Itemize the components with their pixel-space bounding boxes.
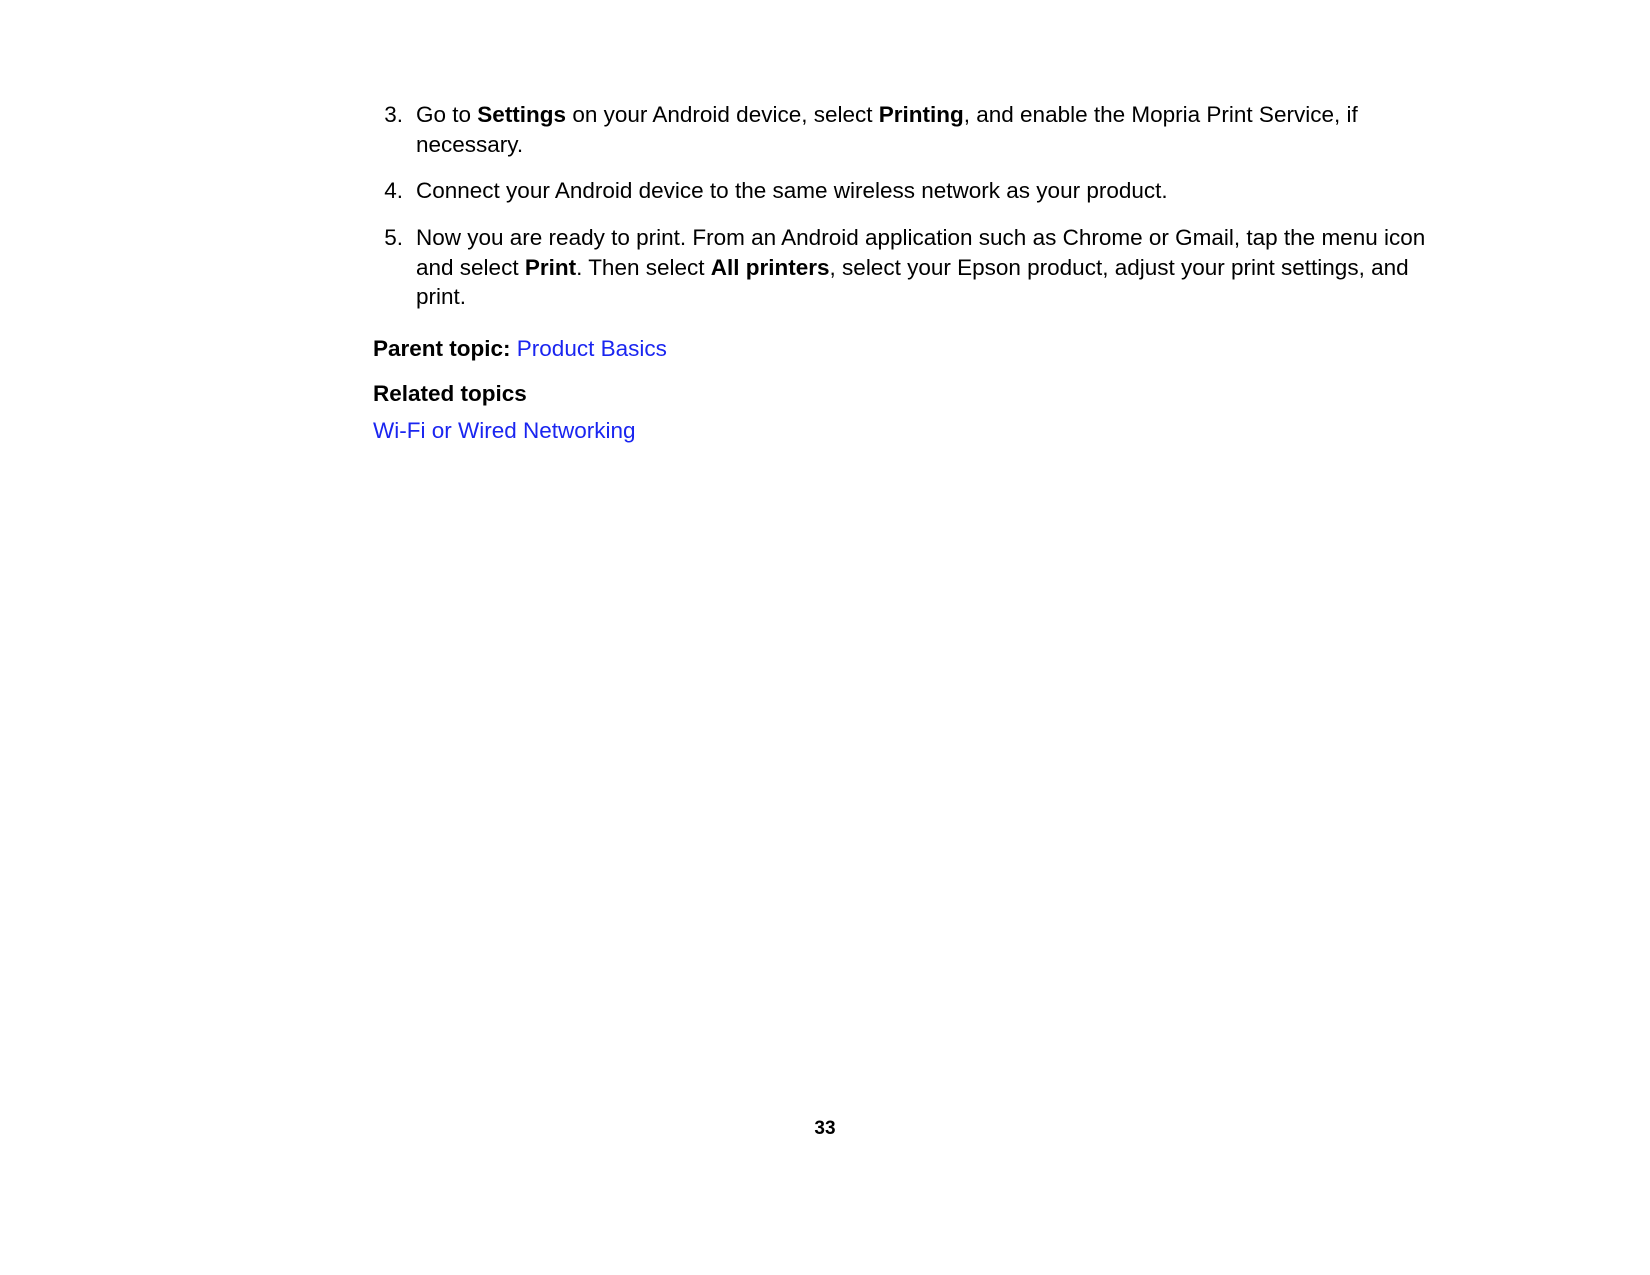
- step-fragment: , select your Epson product, adjust your print settings, and print.: [416, 254, 1409, 310]
- page-number: 33: [814, 1118, 836, 1139]
- parent-topic-link[interactable]: Product Basics: [516, 336, 667, 362]
- step-item: [373, 176, 1433, 206]
- related-topics-heading: Related topics: [373, 380, 527, 406]
- step-number: 3.: [384, 102, 403, 127]
- step-text: [416, 176, 1433, 206]
- step-emphasis: Print: [524, 254, 577, 280]
- step-fragment: Connect your Android device to the same wireless network as your product.: [416, 178, 1168, 204]
- step-text: [416, 100, 1433, 159]
- parent-topic: [373, 334, 1433, 364]
- step-fragment: . Then select: [576, 254, 711, 280]
- numbered-step-list: [373, 100, 1433, 312]
- step-emphasis: Settings: [477, 102, 567, 127]
- step-emphasis: Printing: [878, 102, 964, 127]
- step-item: [373, 223, 1433, 312]
- related-topic-link[interactable]: Wi-Fi or Wired Networking: [373, 417, 636, 443]
- page-content: [373, 100, 1433, 446]
- step-item: [373, 100, 1433, 159]
- step-number: 5.: [384, 225, 403, 251]
- step-fragment: Go to: [416, 102, 478, 127]
- step-fragment: on your Android device, select: [566, 102, 879, 127]
- step-number: 4.: [384, 178, 403, 204]
- step-fragment: , and enable the Mopria Print Service, if necessary.: [416, 102, 1358, 157]
- related-topic-link-row: [373, 416, 1433, 446]
- step-text: [416, 223, 1433, 312]
- step-fragment: Now you are ready to print. From an Android application such as Chrome or Gmail, tap the menu icon and select: [416, 225, 1426, 280]
- parent-topic-label: Parent topic:: [373, 336, 511, 362]
- step-emphasis: All printers: [710, 254, 830, 280]
